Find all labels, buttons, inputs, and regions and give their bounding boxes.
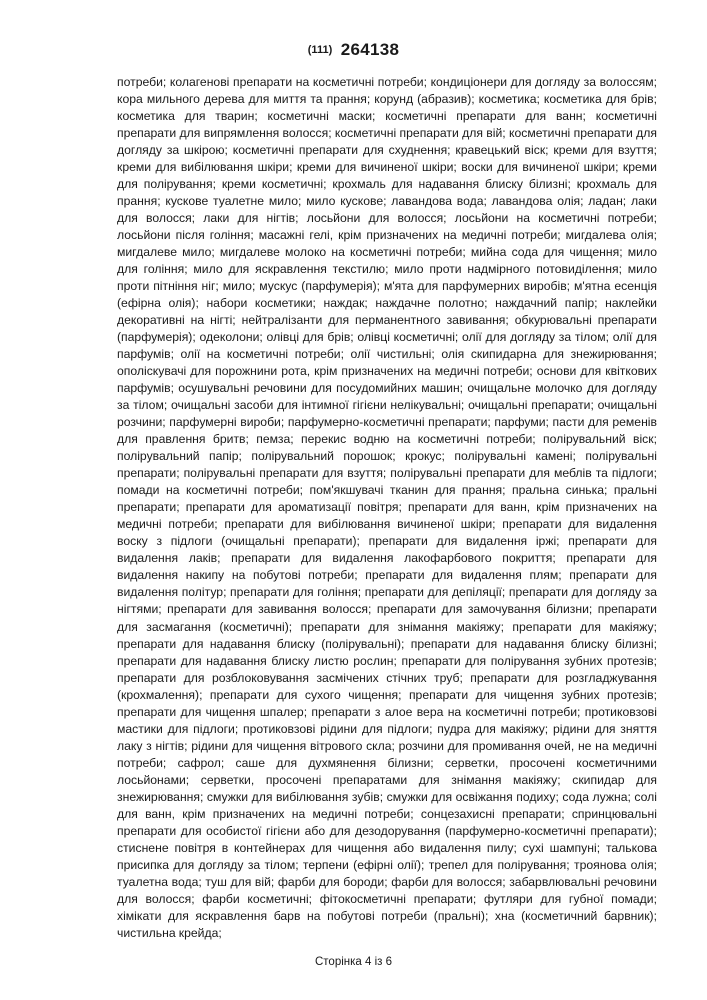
- inid-code: (111): [307, 44, 333, 56]
- patent-number: 264138: [340, 40, 400, 59]
- document-header: [0, 40, 707, 60]
- page-footer: [0, 956, 707, 968]
- page-number-label: Сторінка 4 із 6: [314, 956, 393, 968]
- goods-list-text: потреби; колагенові препарати на косметичні потреби; кондиціонери для догляду за волоссям; кора мильного дерева для миття та прання; корунд (абразив); косметика; косметика для брів; косметика для тварин; косметичні маски; косметичні препарати для ванн; косметичні препарати для випрямлення волосся; косметичні препарати для вій; косметичні препарати для догляду за шкірою; косметичні препарати для схуднення; кравецький віск; креми для взуття; креми для вибілювання шкіри; креми для вичиненої шкіри; воски для вичиненої шкіри; креми для полірування; креми косметичні; крохмаль для надавання блиску білизні; крохмаль для прання; кускове туалетне мило; мило кускове; лавандова вода; лавандова олія; ладан; лаки для волосся; лаки для нігтів; лосьйони для волосся; лосьйони на косметичні потреби; лосьйони після гоління; масажні гелі, крім призначених на медичні потреби; мигдалева олія; мигдалеве мило; мигдалеве молоко на косметичні потреби; мийна сода для чищення; мило для гоління; мило для яскравлення текстилю; мило проти надмірного потовиділення; мило проти пітніння ніг; мило; мускус (парфумерія); м'ята для парфумерних виробів; м'ятна есенція (ефірна олія); набори косметики; наждак; наждачне полотно; наждачний папір; наклейки декоративні на нігті; нейтралізанти для перманентного завивання; обкурювальні препарати (парфумерія); одеколони; олівці для брів; олівці косметичні; олії для догляду за тілом; олії для парфумів; олії на косметичні потреби; олії чистильні; олія скипидарна для знежирювання; ополіскувачі для порожнини рота, крім призначених на медичні потреби; основи для квіткових парфумів; осушувальні речовини для посудомийних машин; очищальне молочко для догляду за тілом; очищальні засоби для інтимної гігієни нелікувальні; очищальні препарати; очищальні розчини; парфумерні вироби; парфумерно-косметичні препарати; парфуми; пасти для ременів для правлення бритв; пемза; перекис водню на косметичні потреби; полірувальний віск; полірувальний папір; полірувальний порошок; крокус; полірувальні камені; полірувальні препарати; полірувальні препарати для взуття; полірувальні препарати для меблів та підлоги; помади на косметичні потреби; пом'якшувачі тканин для прання; пральна синька; пральні препарати; препарати для ароматизації повітря; препарати для ванн, крім призначених на медичні потреби; препарати для вибілювання вичиненої шкіри; препарати для видалення воску з підлоги (очищальні препарати); препарати для видалення іржі; препарати для видалення лаків; препарати для видалення лакофарбового покриття; препарати для видалення накипу на побутові потреби; препарати для видалення плям; препарати для видалення політур; препарати для гоління; препарати для депіляції; препарати для догляду за нігтями; препарати для завивання волосся; препарати для замочування білизни; препарати для засмагання (косметичні); препарати для знімання макіяжу; препарати для макіяжу; препарати для надавання блиску (полірувальні); препарати для надавання блиску білизні; препарати для надавання блиску листю рослин; препарати для полірування зубних протезів; препарати для розблоковування засмічених стічних труб; препарати для розгладжування (крохмалення); препарати для сухого чищення; препарати для чищення зубних протезів; препарати для чищення шпалер; препарати з алое вера на косметичні потреби; протиковзові мастики для підлоги; протиковзові рідини для підлоги; пудра для макіяжу; рідини для зняття лаку з нігтів; рідини для чищення вітрового скла; розчини для промивання очей, не на медичні потреби; сафрол; саше для духмянення білизни; серветки, просочені косметичними лосьйонами; серветки, просочені препаратами для знімання макіяжу; скипидар для знежирювання; смужки для вибілювання зубів; смужки для освіжання подиху; сода лужна; солі для ванн, крім призначених на медичні потреби; сонцезахисні препарати; спринцювальні препарати для особистої гігієни або для дезодорування (парфумерно-косметичні препарати); стиснене повітря в контейнерах для чищення або видалення пилу; сухі шампуні; талькова присипка для догляду за тілом; терпени (ефірні олії); трепел для полірування; троянова олія; туалетна вода; туш для вій; фарби для бороди; фарби для волосся; забарвлювальні речовини для волосся; фарби косметичні; фітокосметичні препарати; футляри для губної помади; хімікати для яскравлення барв на побутові потреби (пральні); хна (косметичний барвник); чистильна крейда;: [117, 75, 657, 940]
